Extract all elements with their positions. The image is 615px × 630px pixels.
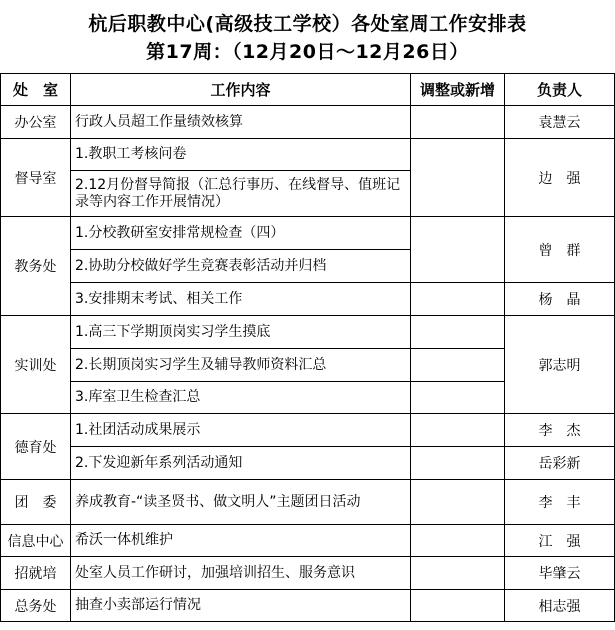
schedule-table: [0, 73, 615, 622]
header-row: [1, 74, 615, 106]
table-row: [1, 217, 615, 250]
adjust-cell: [411, 139, 505, 217]
adjust-cell: [411, 316, 505, 349]
task-cell: 抽查小卖部运行情况: [71, 590, 411, 622]
dept-info: 信息中心: [1, 525, 71, 557]
table-row: [1, 106, 615, 139]
table-row: [1, 139, 615, 171]
dept-academic: 教务处: [1, 217, 71, 316]
table-row: [1, 480, 615, 525]
owner-recruit: 毕肇云: [505, 557, 615, 590]
task-cell: 3.安排期末考试、相关工作: [71, 283, 411, 316]
owner-academic-b: 杨 晶: [505, 283, 615, 316]
dept-league: 团 委: [1, 480, 71, 525]
table-row: [1, 316, 615, 349]
table-row: [1, 283, 615, 316]
dept-office: 办公室: [1, 106, 71, 139]
owner-info: 江 强: [505, 525, 615, 557]
task-cell: 2.长期顶岗实习学生及辅导教师资料汇总: [71, 349, 411, 382]
dept-moral: 德育处: [1, 414, 71, 480]
task-cell: 1.教职工考核问卷: [71, 139, 411, 171]
header-task: 工作内容: [71, 74, 411, 106]
table-row: [1, 590, 615, 622]
adjust-cell: [411, 106, 505, 139]
header-adjust: 调整或新增: [411, 74, 505, 106]
owner-office: 袁慧云: [505, 106, 615, 139]
title-block: [0, 0, 615, 73]
table-row: [1, 414, 615, 447]
task-cell: 养成教育-“读圣贤书、做文明人”主题团日活动: [71, 480, 411, 525]
dept-recruit: 招就培: [1, 557, 71, 590]
adjust-cell: [411, 525, 505, 557]
task-cell: 希沃一体机维护: [71, 525, 411, 557]
owner-supervision: 边 强: [505, 139, 615, 217]
task-cell: 1.社团活动成果展示: [71, 414, 411, 447]
owner-league: 李 丰: [505, 480, 615, 525]
adjust-cell: [411, 480, 505, 525]
page-title: 杭后职教中心(高级技工学校）各处室周工作安排表: [88, 13, 527, 35]
task-cell: 2.协助分校做好学生竞赛表彰活动并归档: [71, 250, 411, 283]
owner-moral-a: 李 杰: [505, 414, 615, 447]
owner-academic-a: 曾 群: [505, 217, 615, 283]
dept-general: 总务处: [1, 590, 71, 622]
task-cell: 1.分校教研室安排常规检查（四）: [71, 217, 411, 250]
task-cell: 2.12月份督导简报（汇总行事历、在线督导、值班记录等内容工作开展情况）: [71, 171, 411, 217]
adjust-cell: [411, 414, 505, 447]
dept-supervision: 督导室: [1, 139, 71, 217]
owner-training: 郭志明: [505, 316, 615, 414]
adjust-cell: [411, 590, 505, 622]
header-dept: 处 室: [1, 74, 71, 106]
adjust-cell: [411, 217, 505, 283]
owner-general: 相志强: [505, 590, 615, 622]
dept-training: 实训处: [1, 316, 71, 414]
task-cell: 3.库室卫生检查汇总: [71, 382, 411, 414]
task-cell: 处室人员工作研讨，加强培训招生、服务意识: [71, 557, 411, 590]
adjust-cell: [411, 557, 505, 590]
task-cell: 2.下发迎新年系列活动通知: [71, 447, 411, 480]
week-subtitle: 第17周：（12月20日～12月26日）: [146, 41, 469, 63]
task-cell: 1.高三下学期顶岗实习学生摸底: [71, 316, 411, 349]
adjust-cell: [411, 283, 505, 316]
table-row: [1, 557, 615, 590]
table-row: [1, 525, 615, 557]
task-cell: 行政人员超工作量绩效核算: [71, 106, 411, 139]
adjust-cell: [411, 349, 505, 382]
adjust-cell: [411, 382, 505, 414]
table-row: [1, 447, 615, 480]
header-owner: 负责人: [505, 74, 615, 106]
adjust-cell: [411, 447, 505, 480]
owner-moral-b: 岳彩新: [505, 447, 615, 480]
